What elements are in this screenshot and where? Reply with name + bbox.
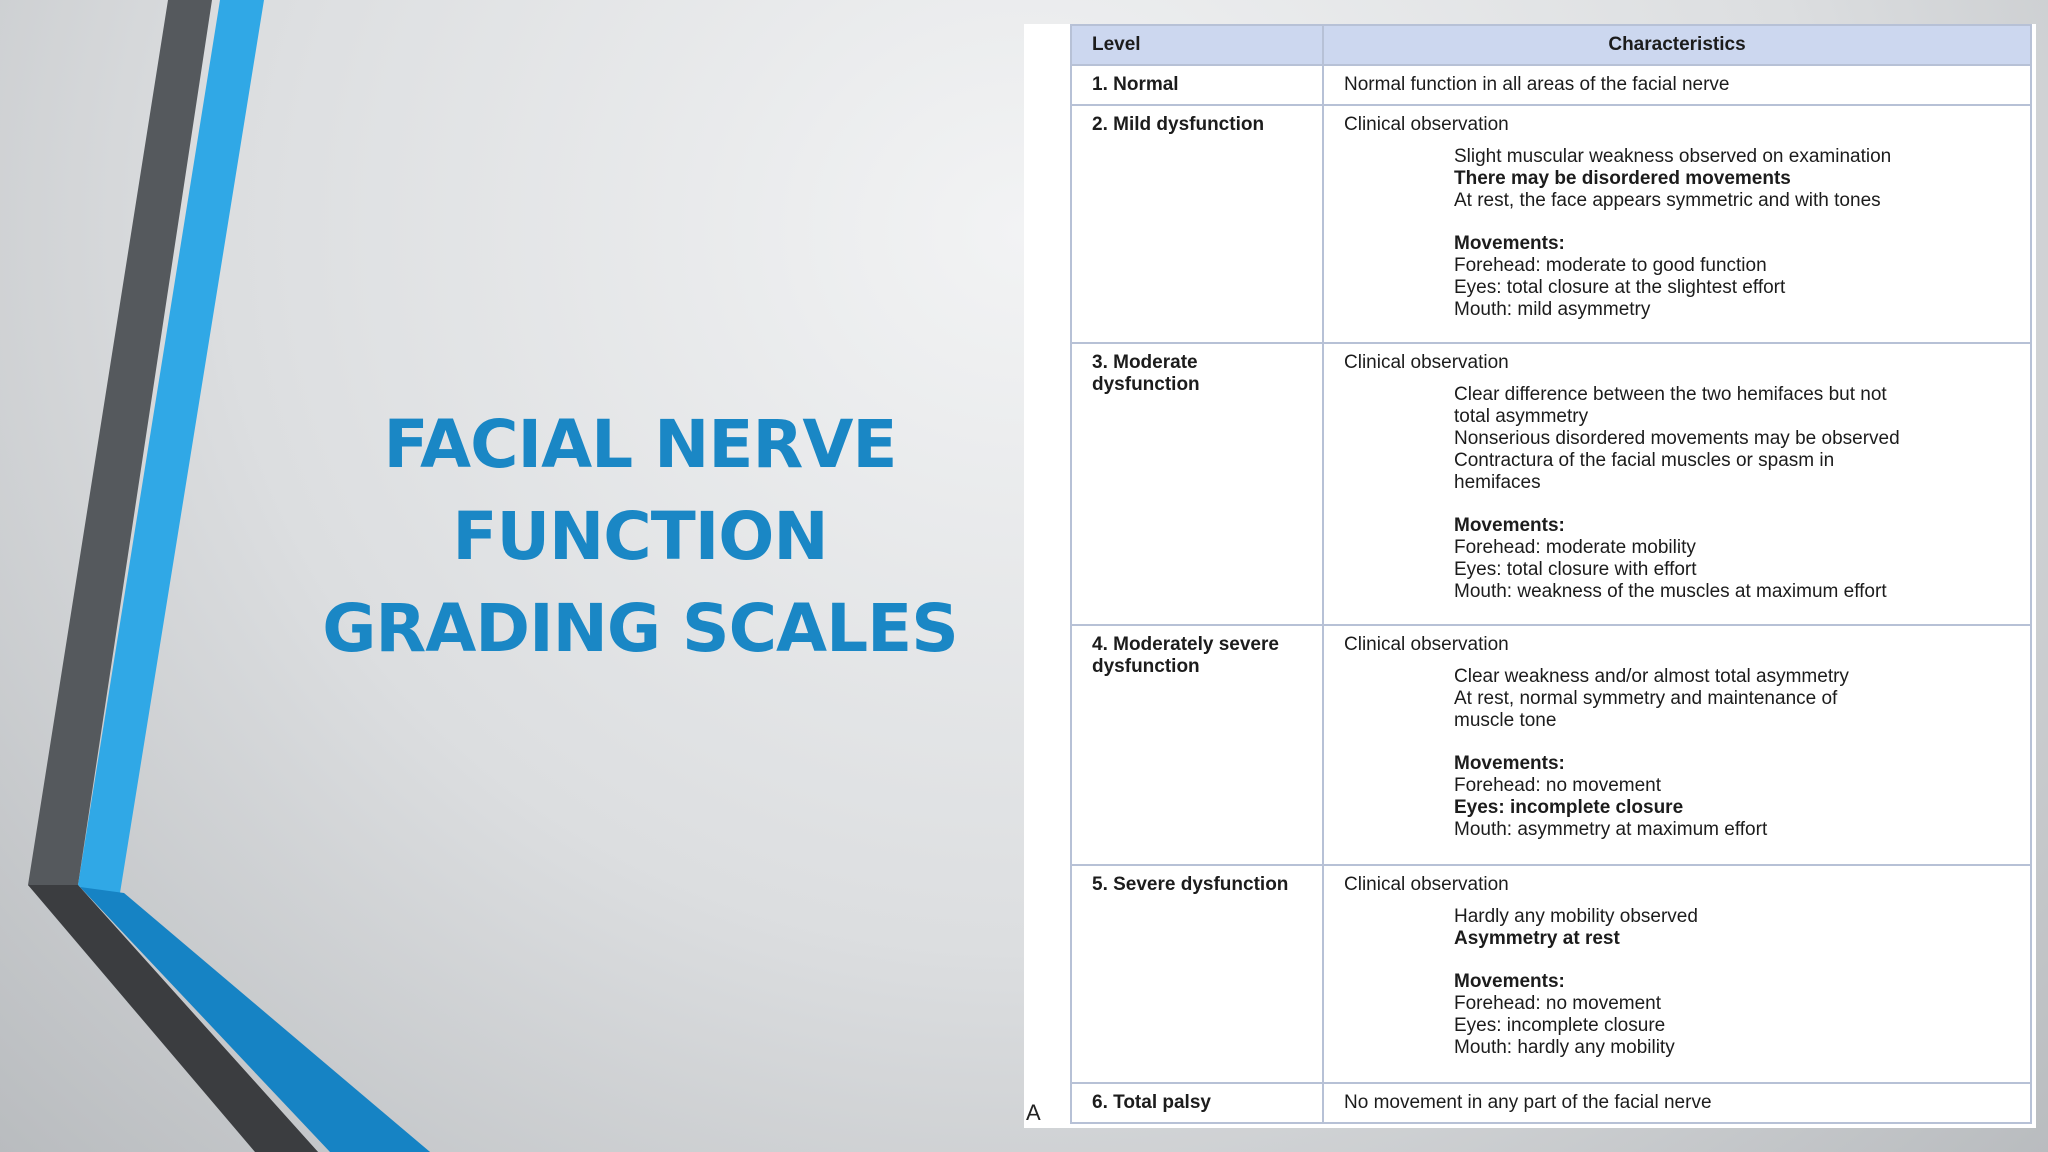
characteristics-cell: Normal function in all areas of the facial nerve — [1323, 65, 2031, 105]
title-line: FUNCTION — [452, 498, 828, 576]
observation-line: Clear difference between the two hemifaces but not — [1454, 384, 1887, 405]
observation-line: hemifaces — [1454, 472, 1541, 493]
observation-line: Hardly any mobility observed — [1454, 906, 1698, 927]
clinical-observation-label: Clinical observation — [1344, 352, 1509, 373]
slide-title — [300, 399, 980, 675]
level-cell: 5. Severe dysfunction — [1071, 865, 1323, 1083]
details — [1454, 906, 2010, 1059]
table-row — [1071, 343, 2031, 625]
clinical-observation-label: Clinical observation — [1344, 874, 1509, 895]
observation-line: Asymmetry at rest — [1454, 928, 1620, 949]
clinical-observation-label: Clinical observation — [1344, 634, 1509, 655]
movements-label: Movements: — [1454, 515, 1565, 536]
movement-line: Eyes: total closure with effort — [1454, 559, 1697, 580]
table-row — [1071, 865, 2031, 1083]
table-row — [1071, 65, 2031, 105]
title-line: FACIAL NERVE — [383, 406, 897, 484]
characteristics-cell — [1323, 343, 2031, 625]
observation-line: total asymmetry — [1454, 406, 1589, 427]
movement-line: Forehead: moderate to good function — [1454, 255, 1767, 276]
header-row — [1071, 25, 2031, 65]
observation-line: There may be disordered movements — [1454, 168, 1791, 189]
title-line: GRADING SCALES — [322, 590, 958, 668]
level-cell: 3. Moderate dysfunction — [1071, 343, 1323, 625]
grading-table — [1070, 24, 2032, 1124]
movement-line: Mouth: asymmetry at maximum effort — [1454, 819, 1768, 840]
table-row — [1071, 1083, 2031, 1123]
movements-label: Movements: — [1454, 233, 1565, 254]
movement-line: Eyes: incomplete closure — [1454, 797, 1684, 818]
observation-line: At rest, the face appears symmetric and with tones — [1454, 190, 1881, 211]
observation-line: Contractura of the facial muscles or spasm in — [1454, 450, 1835, 471]
details — [1454, 146, 2010, 321]
figure-letter: A — [1026, 1100, 1041, 1125]
observation-line: muscle tone — [1454, 710, 1557, 731]
level-cell: 4. Moderately severe dysfunction — [1071, 625, 1323, 865]
movement-line: Forehead: no movement — [1454, 775, 1662, 796]
clinical-observation-label: Clinical observation — [1344, 114, 1509, 135]
characteristics-cell — [1323, 625, 2031, 865]
details — [1454, 666, 2010, 841]
characteristics-cell — [1323, 105, 2031, 343]
movement-line: Mouth: hardly any mobility — [1454, 1037, 1675, 1058]
movements-label: Movements: — [1454, 971, 1565, 992]
table-row — [1071, 625, 2031, 865]
level-cell: 1. Normal — [1071, 65, 1323, 105]
header-level: Level — [1071, 25, 1323, 65]
movement-line: Forehead: no movement — [1454, 993, 1662, 1014]
movement-line: Eyes: total closure at the slightest effort — [1454, 277, 1786, 298]
level-cell: 6. Total palsy — [1071, 1083, 1323, 1123]
details — [1454, 384, 2010, 603]
movement-line: Forehead: moderate mobility — [1454, 537, 1696, 558]
movement-line: Mouth: weakness of the muscles at maximum effort — [1454, 581, 1887, 602]
table-row — [1071, 105, 2031, 343]
movements-label: Movements: — [1454, 753, 1565, 774]
movement-line: Mouth: mild asymmetry — [1454, 299, 1651, 320]
observation-line: Clear weakness and/or almost total asymmetry — [1454, 666, 1849, 687]
characteristics-cell — [1323, 865, 2031, 1083]
observation-line: Nonserious disordered movements may be observed — [1454, 428, 1900, 449]
header-characteristics: Characteristics — [1323, 25, 2031, 65]
level-cell: 2. Mild dysfunction — [1071, 105, 1323, 343]
observation-line: At rest, normal symmetry and maintenance of — [1454, 688, 1838, 709]
characteristics-cell: No movement in any part of the facial nerve — [1323, 1083, 2031, 1123]
observation-line: Slight muscular weakness observed on examination — [1454, 146, 1892, 167]
movement-line: Eyes: incomplete closure — [1454, 1015, 1666, 1036]
